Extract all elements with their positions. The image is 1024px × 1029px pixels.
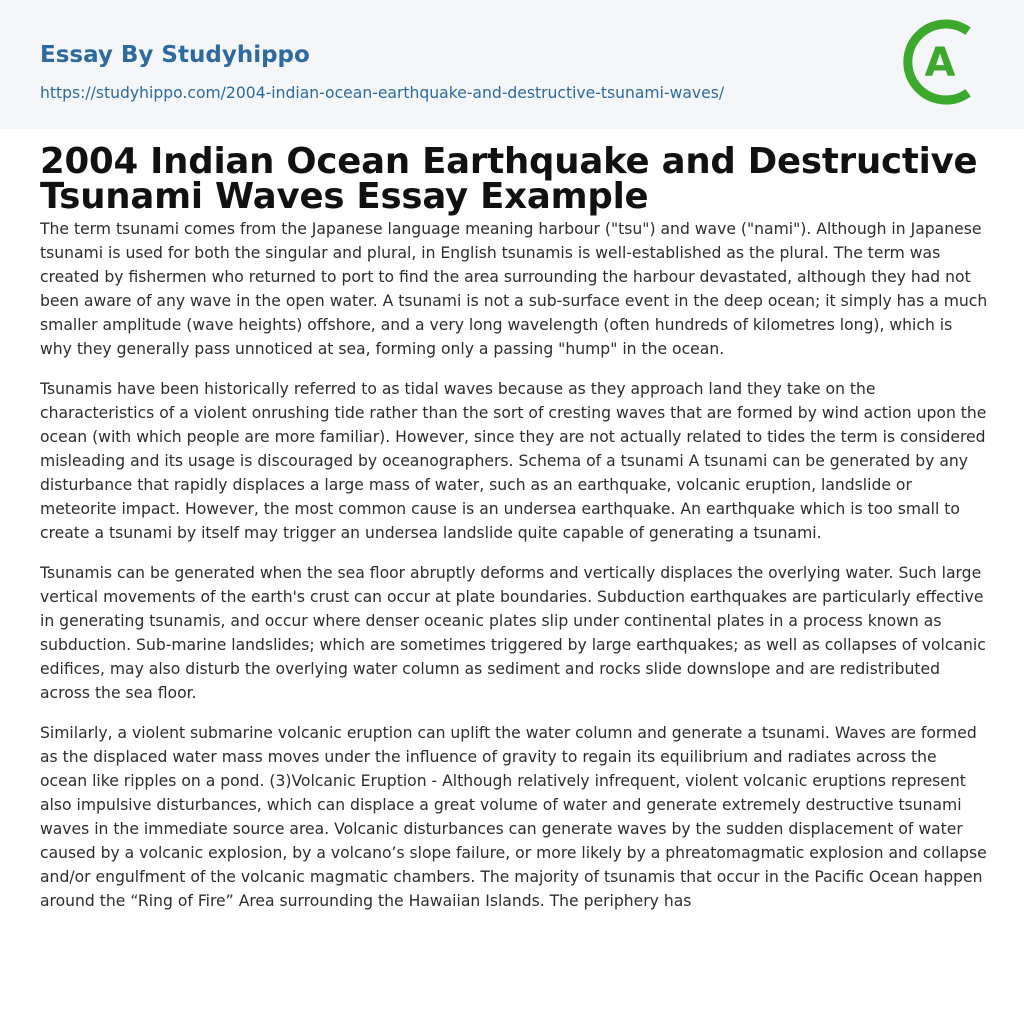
- page-header: [0, 0, 1024, 129]
- source-url-link[interactable]: https://studyhippo.com/2004-indian-ocean-earthquake-and-destructive-tsunami-waves/: [40, 84, 725, 102]
- studyhippo-logo-icon[interactable]: [900, 19, 986, 105]
- logo-letter: A: [924, 40, 956, 86]
- brand-title[interactable]: Essay By Studyhippo: [40, 42, 310, 68]
- article-paragraph-1: The term tsunami comes from the Japanese language meaning harbour ("tsu") and wave ("nami"). Although in Japanese tsunami is used for both the singular and plural, in English tsunamis is well-established as the plural. The term was created by fishermen who returned to port to find the area surrounding the harbour devastated, although they had not been aware of any wave in the open water. A tsunami is not a sub-surface event in the deep ocean; it simply has a much smaller amplitude (wave heights) offshore, and a very long wavelength (often hundreds of kilometres long), which is why they generally pass unnoticed at sea, forming only a passing "hump" in the ocean.: [40, 220, 988, 358]
- article-paragraph-4: Similarly, a violent submarine volcanic eruption can uplift the water column and generate a tsunami. Waves are formed as the displaced water mass moves under the influence of gravity to regain its equilibrium and radiates across the ocean like ripples on a pond. (3)Volcanic Eruption - Although relatively infrequent, violent volcanic eruptions represent also impulsive disturbances, which can displace a great volume of water and generate extremely destructive tsunami waves in the immediate source area. Volcanic disturbances can generate waves by the sudden displacement of water caused by a volcanic explosion, by a volcano’s slope failure, or more likely by a phreatomagmatic explosion and collapse and/or engulfment of the volcanic magmatic chambers. The majority of tsunamis that occur in the Pacific Ocean happen around the “Ring of Fire” Area surrounding the Hawaiian Islands. The periphery has: [40, 724, 987, 910]
- article-paragraph-2: Tsunamis have been historically referred to as tidal waves because as they approach land they take on the characteristics of a violent onrushing tide rather than the sort of cresting waves that are formed by wind action upon the ocean (with which people are more familiar). However, since they are not actually related to tides the term is considered misleading and its usage is discouraged by oceanographers. Schema of a tsunami A tsunami can be generated by any disturbance that rapidly displaces a large mass of water, such as an earthquake, volcanic eruption, landslide or meteorite impact. However, the most common cause is an undersea earthquake. An earthquake which is too small to create a tsunami by itself may trigger an undersea landslide quite capable of generating a tsunami.: [40, 380, 987, 542]
- article-title: 2004 Indian Ocean Earthquake and Destructive Tsunami Waves Essay Example: [40, 141, 978, 217]
- article-paragraph-3: Tsunamis can be generated when the sea floor abruptly deforms and vertically displaces the overlying water. Such large vertical movements of the earth's crust can occur at plate boundaries. Subduction earthquakes are particularly effective in generating tsunamis, and occur where denser oceanic plates slip under continental plates in a process known as subduction. Sub-marine landslides; which are sometimes triggered by large earthquakes; as well as collapses of volcanic edifices, may also disturb the overlying water column as sediment and rocks slide downslope and are redistributed across the sea floor.: [40, 564, 986, 702]
- article: [40, 141, 988, 929]
